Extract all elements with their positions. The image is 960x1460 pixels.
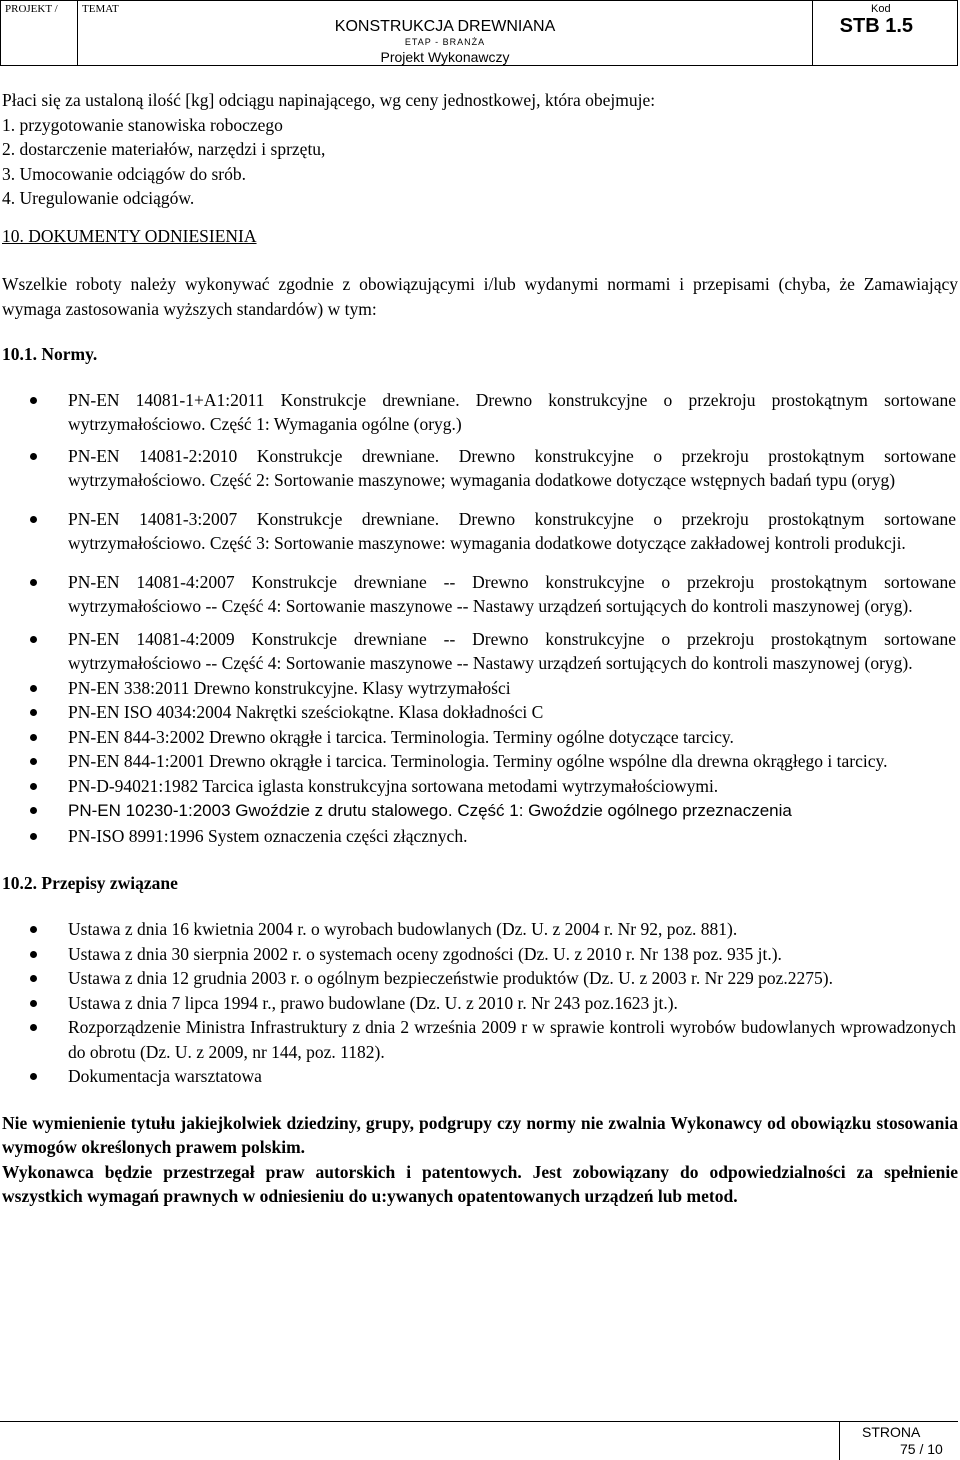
- laws-heading: 10.2. Przepisy związane: [2, 872, 178, 893]
- norm-item: PN-EN ISO 4034:2004 Nakrętki sześciokątne. Klasa dokładności C: [0, 700, 958, 725]
- document-footer: [0, 1421, 958, 1460]
- norm-item: PN-EN 14081-2:2010 Konstrukcje drewniane. Drewno konstrukcyjne o przekroju prostokątnym sortowane wytrzymałościowo. Część 2: Sortowanie maszynowe; wymagania dodatkowe dotyczące wstępnych badań typu (oryg): [0, 444, 958, 493]
- norm-item: PN-ISO 8991:1996 System oznaczenia części złącznych.: [0, 824, 958, 849]
- law-item: Ustawa z dnia 16 kwietnia 2004 r. o wyrobach budowlanych (Dz. U. z 2004 r. Nr 92, poz. 881).: [0, 917, 958, 942]
- document-header: [0, 0, 958, 66]
- norm-item: PN-EN 10230-1:2003 Gwoździe z drutu stalowego. Część 1: Gwoździe ogólnego przeznaczenia: [0, 798, 958, 824]
- document-title: KONSTRUKCJA DREWNIANA: [334, 18, 556, 35]
- document-code: STB 1.5: [839, 15, 913, 37]
- norm-item: PN-EN 844-3:2002 Drewno okrągłe i tarcica. Terminologia. Terminy ogólne dotyczące tarcicy.: [0, 725, 958, 750]
- section-heading: [0, 224, 958, 249]
- intro-line: 1. przygotowanie stanowiska roboczego: [2, 114, 283, 135]
- norm-item: PN-EN 338:2011 Drewno konstrukcyjne. Klasy wytrzymałości: [0, 676, 958, 701]
- norm-item: PN-EN 844-1:2001 Drewno okrągłe i tarcica. Terminologia. Terminy ogólne wspólne dla drewna okrągłego i tarcicy.: [0, 749, 958, 774]
- norm-item: PN-D-94021:1982 Tarcica iglasta konstrukcyjna sortowana metodami wytrzymałościowymi.: [0, 774, 958, 799]
- project-label: PROJEKT /: [5, 3, 58, 15]
- section-intro-text: Wszelkie roboty należy wykonywać zgodnie z obowiązującymi i/lub wydanymi normami i przepisami (chyba, że Zamawiający wymaga zastosowania wyższych standardów) w tym:: [2, 274, 958, 319]
- page-content: [0, 88, 958, 1209]
- title-cell: [78, 1, 813, 65]
- law-item: Ustawa z dnia 12 grudnia 2003 r. o ogólnym bezpieczeństwie produktów (Dz. U. z 2003 r. Nr 229 poz.2275).: [0, 966, 958, 991]
- closing-paragraph: Wykonawca będzie przestrzegał praw autorskich i patentowych. Jest zobowiązany do odpowiedzialności za spełnienie wszystkich wymagań prawnych w odniesieniu do u:ywanych opatentowanych urządzeń lub metod.: [2, 1161, 958, 1206]
- intro-block: [0, 88, 958, 211]
- page-number: 75 / 10: [900, 1441, 943, 1457]
- temat-label: TEMAT: [82, 3, 119, 15]
- page-number-box: [839, 1422, 958, 1460]
- law-item: Ustawa z dnia 30 sierpnia 2002 r. o systemach oceny zgodności (Dz. U. z 2010 r. Nr 138 poz. 935 jt.).: [0, 942, 958, 967]
- document-subtitle: Projekt Wykonawczy: [380, 49, 510, 65]
- intro-line: 2. dostarczenie materiałów, narzędzi i sprzętu,: [2, 139, 326, 159]
- norm-item: PN-EN 14081-3:2007 Konstrukcje drewniane. Drewno konstrukcyjne o przekroju prostokątnym sortowane wytrzymałościowo. Część 3: Sortowanie maszynowe: wymagania dodatkowe dotyczące zakładowej kontroli produkcji.: [0, 507, 958, 556]
- laws-list: [0, 917, 958, 1089]
- closing-paragraph: Nie wymienienie tytułu jakiejkolwiek dziedziny, grupy, podgrupy czy normy nie zwalnia Wykonawcy od obowiązku stosowania wymogów określonych prawem polskim.: [2, 1112, 958, 1157]
- norm-item: PN-EN 14081-4:2009 Konstrukcje drewniane -- Drewno konstrukcyjne o przekroju prostokątnym sortowane wytrzymałościowo -- Część 4: Sortowanie maszynowe -- Nastawy urządzeń sortujących do kontroli maszynowej (oryg).: [0, 627, 958, 676]
- norms-heading: 10.1. Normy.: [2, 344, 98, 364]
- norm-item: PN-EN 14081-1+A1:2011 Konstrukcje drewniane. Drewno konstrukcyjne o przekroju prostokątnym sortowane wytrzymałościowo. Część 1: Wymagania ogólne (oryg.): [0, 388, 958, 437]
- law-item: Dokumentacja warsztatowa: [0, 1064, 958, 1089]
- etap-label: ETAP - BRANŻA: [404, 37, 486, 47]
- section-heading-text: 10. DOKUMENTY ODNIESIENIA: [2, 225, 257, 246]
- kod-label: Kod: [871, 3, 891, 15]
- law-item: Ustawa z dnia 7 lipca 1994 r., prawo budowlane (Dz. U. z 2010 r. Nr 243 poz.1623 jt.).: [0, 991, 958, 1016]
- page-label: STRONA: [862, 1424, 921, 1440]
- norms-list: [0, 388, 958, 849]
- norm-item: PN-EN 14081-4:2007 Konstrukcje drewniane -- Drewno konstrukcyjne o przekroju prostokątnym sortowane wytrzymałościowo -- Część 4: Sortowanie maszynowe -- Nastawy urządzeń sortujących do kontroli maszynowej (oryg).: [0, 570, 958, 619]
- law-item: Rozporządzenie Ministra Infrastruktury z dnia 2 września 2009 r w sprawie kontroli wyrobów budowlanych wprowadzonych do obrotu (Dz. U. z 2009, nr 144, poz. 1182).: [0, 1015, 958, 1064]
- intro-line: 3. Umocowanie odciągów do srób.: [2, 163, 246, 184]
- intro-line: Płaci się za ustaloną ilość [kg] odciągu napinającego, wg ceny jednostkowej, która obejmuje:: [2, 90, 656, 110]
- intro-line: 4. Uregulowanie odciągów.: [2, 188, 195, 208]
- project-cell: [1, 1, 78, 65]
- code-cell: [813, 1, 957, 65]
